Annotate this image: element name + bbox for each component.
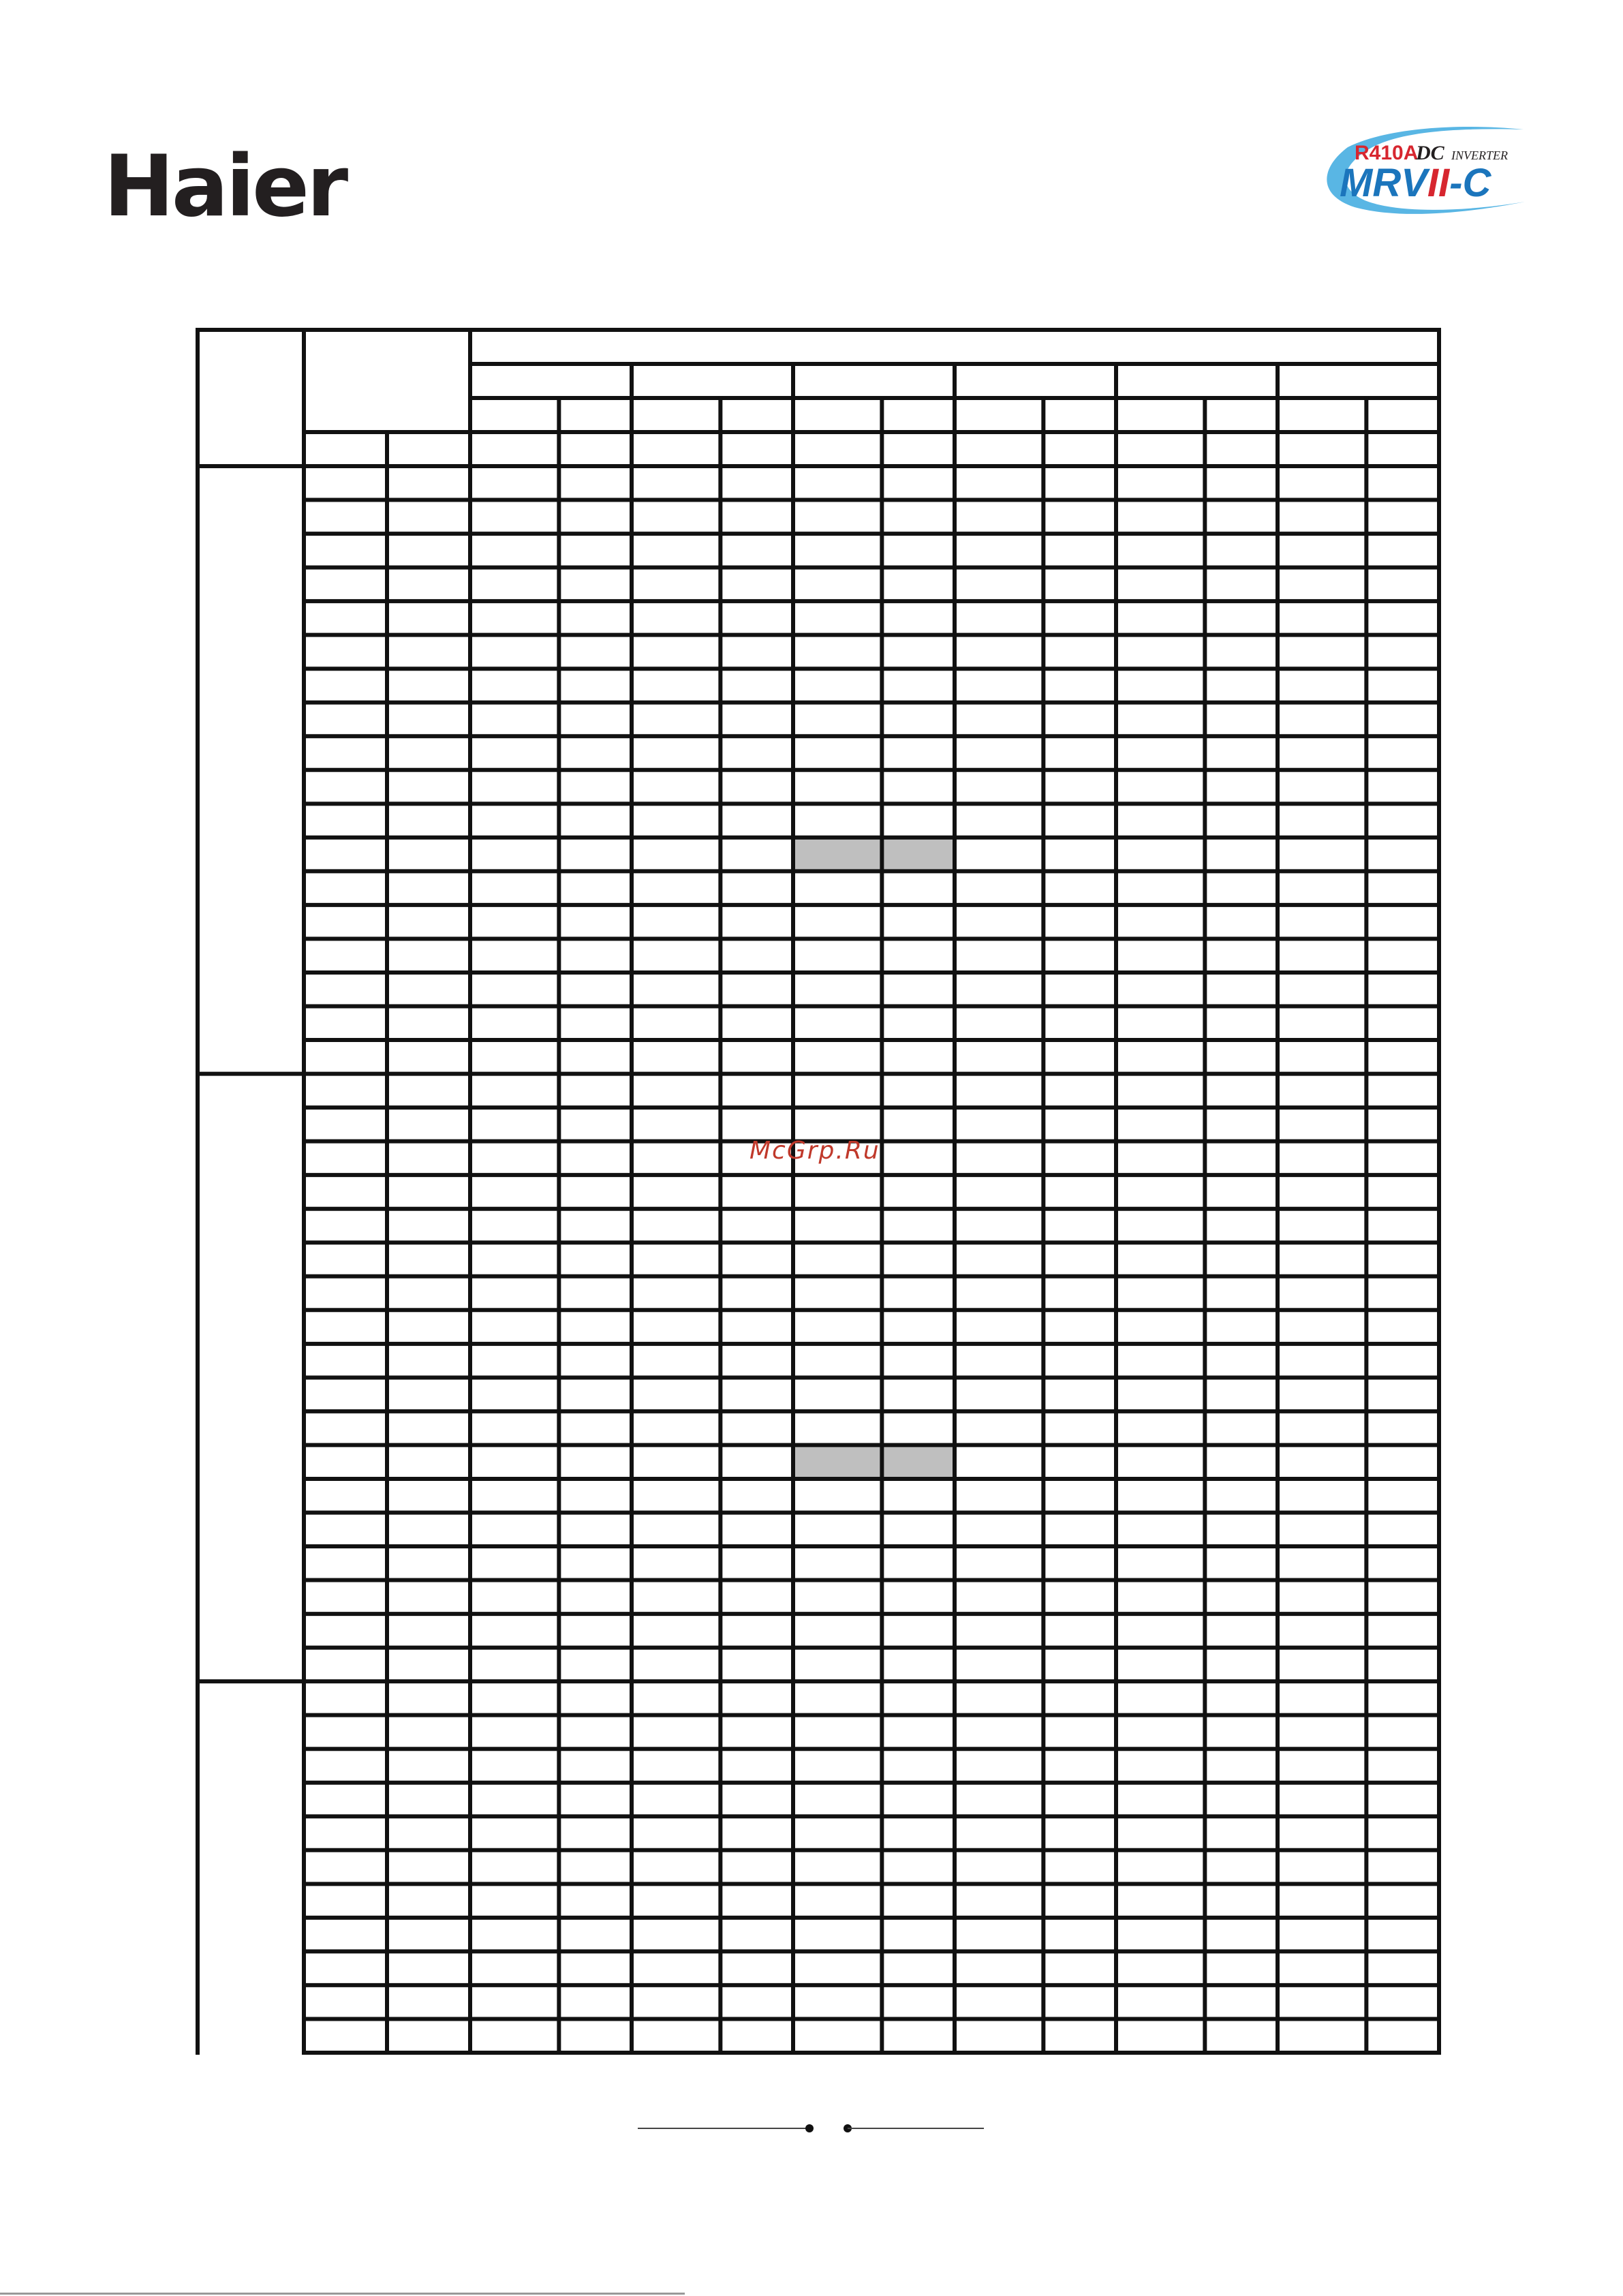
badge-series: MRVII-C — [1340, 161, 1491, 205]
mrv-ii-c-badge — [1307, 120, 1539, 222]
footer-dot-left — [805, 2124, 814, 2132]
badge-graphic — [1307, 120, 1539, 222]
watermark-text: McGrp.Ru — [749, 1137, 880, 1165]
highlighted-cell — [793, 838, 955, 872]
footer-rule-right — [848, 2128, 984, 2129]
badge-refrigerant: R410A — [1355, 142, 1419, 164]
highlighted-cell — [793, 1445, 955, 1479]
bottom-rule — [0, 2293, 685, 2295]
page-footer — [634, 2118, 988, 2139]
badge-dc: DC — [1416, 142, 1444, 164]
footer-rule-left — [638, 2128, 808, 2129]
badge-inverter: INVERTER — [1451, 149, 1508, 162]
haier-logo: Haier — [104, 138, 346, 236]
